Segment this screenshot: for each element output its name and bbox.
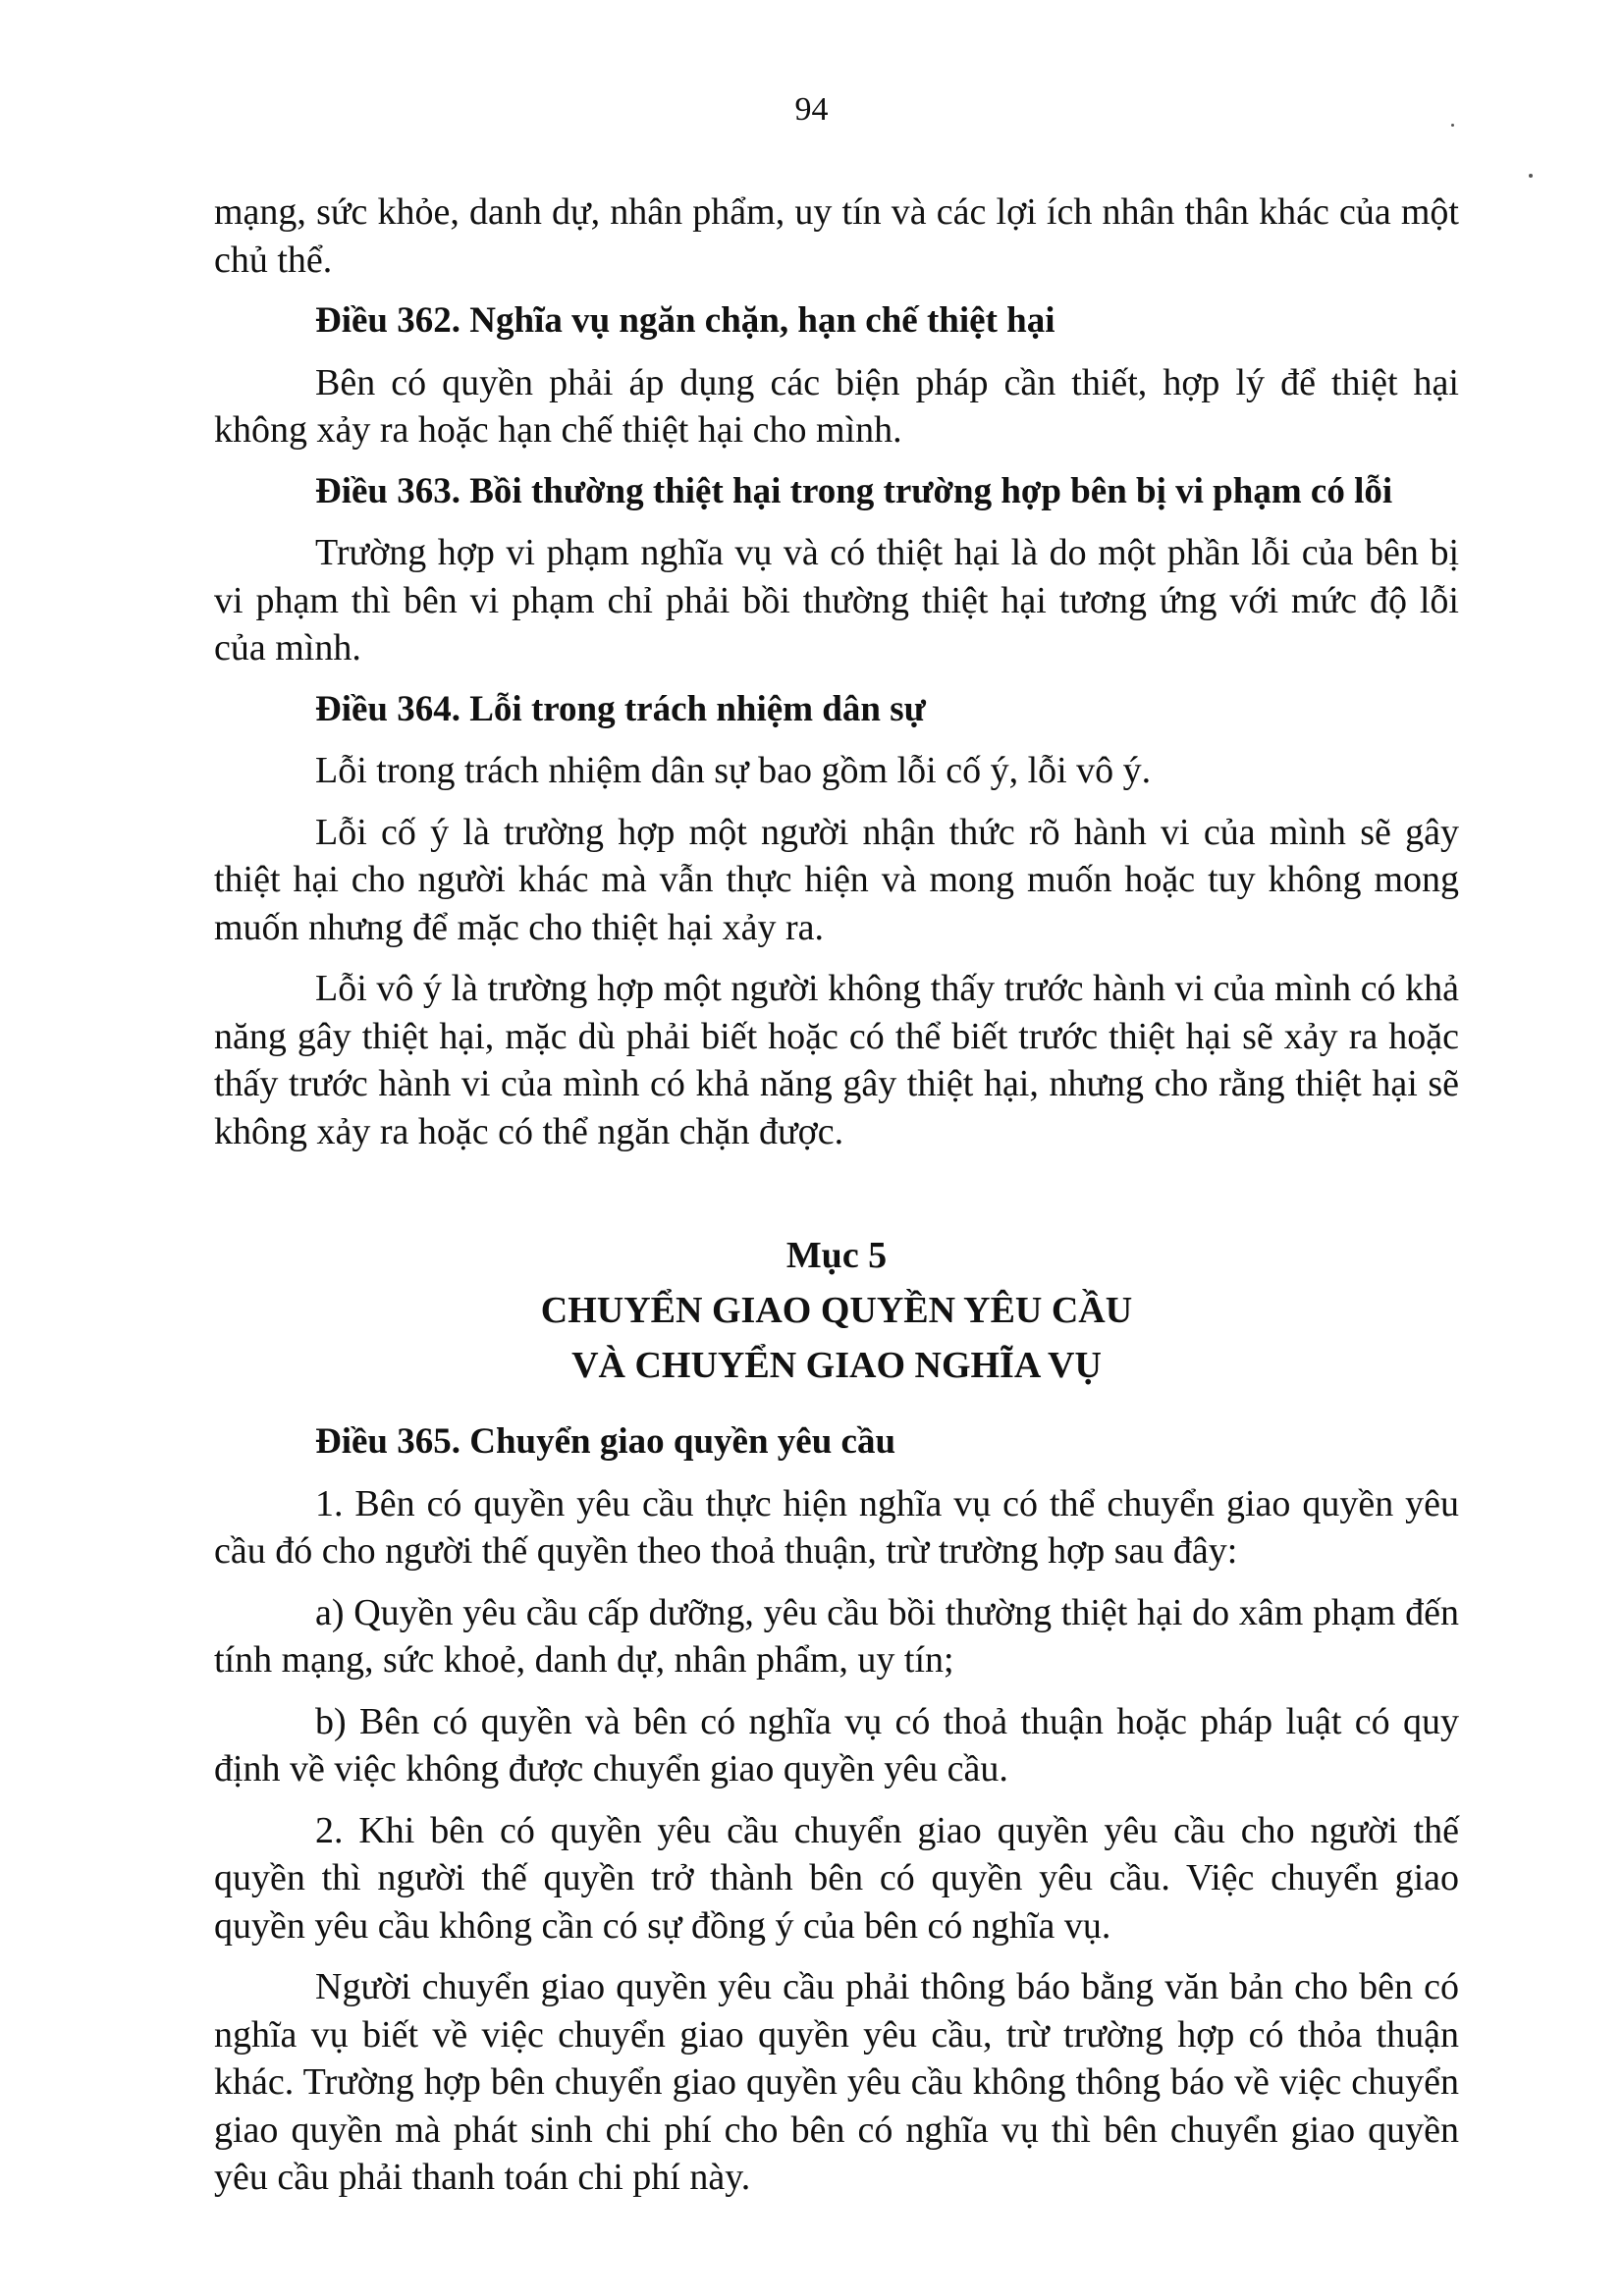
section-header	[214, 1228, 1459, 1393]
paragraph: 1. Bên có quyền yêu cầu thực hiện nghĩa vụ có thể chuyển giao quyền yêu cầu đó cho người thế quyền theo thoả thuận, trừ trường hợp sau đây:	[214, 1482, 1459, 1572]
paragraph: mạng, sức khỏe, danh dự, nhân phẩm, uy tín và các lợi ích nhân thân khác của một chủ thể.	[214, 191, 1459, 281]
paragraph: Bên có quyền phải áp dụng các biện pháp cần thiết, hợp lý để thiệt hại không xảy ra hoặc hạn chế thiệt hại cho mình.	[214, 361, 1459, 451]
paragraph: Trường hợp vi phạm nghĩa vụ và có thiệt hại là do một phần lỗi của bên bị vi phạm thì bên vi phạm chỉ phải bồi thường thiệt hại tương ứng với mức độ lỗi của mình.	[214, 532, 1459, 668]
section-title-line: VÀ CHUYỂN GIAO NGHĨA VỤ	[571, 1345, 1102, 1386]
page-number: 94	[794, 91, 829, 128]
paragraph: Lỗi vô ý là trường hợp một người không thấy trước hành vi của mình có khả năng gây thiệt hại, mặc dù phải biết hoặc có thể biết trước thiệt hại sẽ xảy ra hoặc thấy trước hành vi của mình có khả năng gây thiệt hại, nhưng cho rằng thiệt hại sẽ không xảy ra hoặc có thể ngăn chặn được.	[214, 968, 1459, 1152]
scan-speck	[1529, 174, 1533, 178]
paragraph: Lỗi trong trách nhiệm dân sự bao gồm lỗi cố ý, lỗi vô ý.	[315, 750, 1152, 791]
section-label: Mục 5	[785, 1235, 888, 1276]
document-body	[214, 188, 1459, 2216]
paragraph: b) Bên có quyền và bên có nghĩa vụ có thoả thuận hoặc pháp luật có quy định về việc không được chuyển giao quyền yêu cầu.	[214, 1700, 1459, 1789]
article-heading: Điều 365. Chuyển giao quyền yêu cầu	[315, 1421, 896, 1462]
paragraph: Lỗi cố ý là trường hợp một người nhận thức rõ hành vi của mình sẽ gây thiệt hại cho người khác mà vẫn thực hiện và mong muốn hoặc tuy không mong muốn nhưng để mặc cho thiệt hại xảy ra.	[214, 811, 1459, 948]
section-title-line: CHUYỂN GIAO QUYỀN YÊU CẦU	[540, 1290, 1133, 1331]
paragraph: a) Quyền yêu cầu cấp dưỡng, yêu cầu bồi thường thiệt hại do xâm phạm đến tính mạng, sức khoẻ, danh dự, nhân phẩm, uy tín;	[214, 1591, 1459, 1681]
scan-speck	[1451, 124, 1454, 127]
article-heading: Điều 364. Lỗi trong trách nhiệm dân sự	[315, 688, 926, 729]
article-heading: Điều 363. Bồi thường thiệt hại trong trường hợp bên bị vi phạm có lỗi	[315, 470, 1393, 511]
article-heading: Điều 362. Nghĩa vụ ngăn chặn, hạn chế thiệt hại	[315, 300, 1055, 341]
paragraph: 2. Khi bên có quyền yêu cầu chuyển giao quyền yêu cầu cho người thế quyền thì người thế quyền trở thành bên có quyền yêu cầu. Việc chuyển giao quyền yêu cầu không cần có sự đồng ý của bên có nghĩa vụ.	[214, 1809, 1459, 1947]
paragraph: Người chuyển giao quyền yêu cầu phải thông báo bằng văn bản cho bên có nghĩa vụ biết về việc chuyển giao quyền yêu cầu, trừ trường hợp có thỏa thuận khác. Trường hợp bên chuyển giao quyền yêu cầu không thông báo về việc chuyển giao quyền mà phát sinh chi phí cho bên có nghĩa vụ thì bên chuyển giao quyền yêu cầu phải thanh toán chi phí này.	[214, 1966, 1459, 2198]
